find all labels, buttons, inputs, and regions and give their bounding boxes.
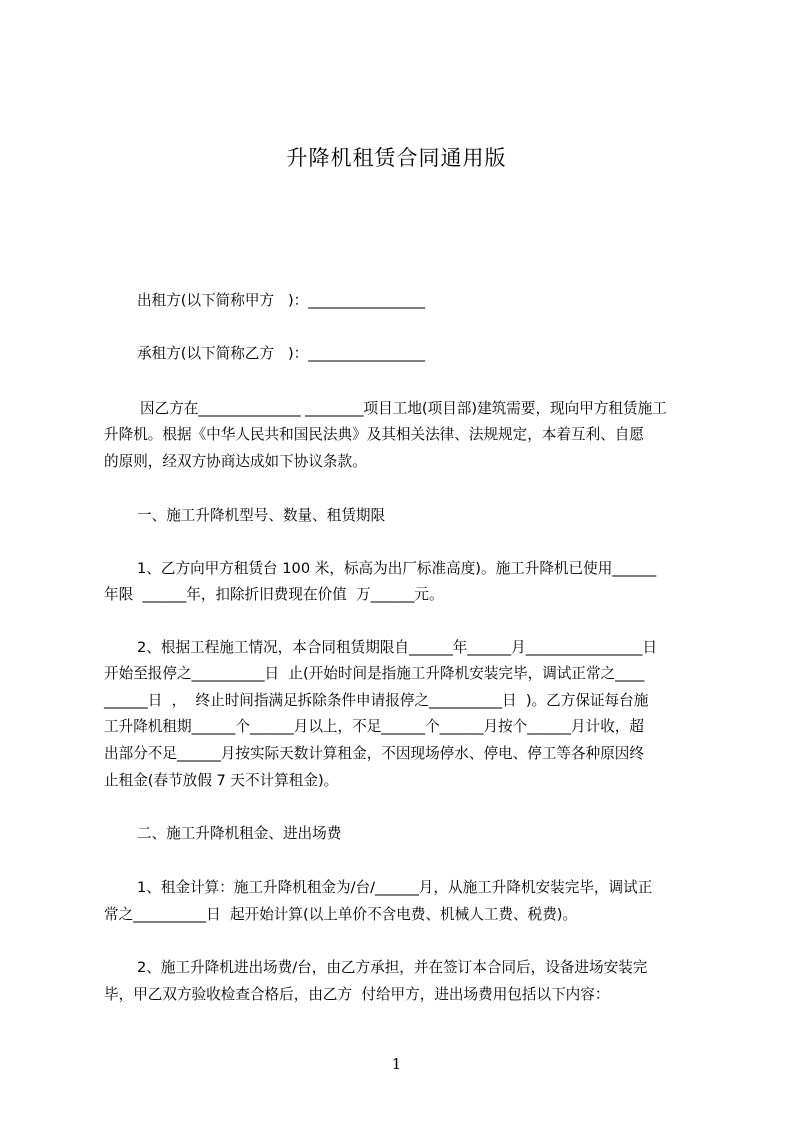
section1-item2-line-2: 开始至报停之__________日 止(开始时间是指施工升降机安装完毕，调试正常之____ (104, 665, 645, 682)
page-number: 1 (391, 1055, 402, 1073)
section2-heading: 二、施工升降机租金、进出场费 (137, 825, 342, 842)
section2-item1-line-1: 1、租金计算：施工升降机租金为/台/______月，从施工升降机安装完毕，调试正 (137, 879, 653, 896)
section1-heading: 一、施工升降机型号、数量、租赁期限 (137, 507, 386, 524)
intro-line-2: 升降机。根据《中华人民共和国民法典》及其相关法律、法规规定，本着互利、自愿 (104, 426, 644, 443)
lessee-line: 承租方(以下简称乙方 )：________________ (137, 345, 425, 362)
section2-item1-line-2: 常之__________日 起开始计算(以上单价不含电费、机械人工费、税费)。 (104, 906, 578, 923)
section2-item2-line-2: 毕，甲乙双方验收检查合格后，由乙方 付给甲方，进出场费用包括以下内容： (104, 986, 610, 1003)
section1-item2-line-6: 止租金(春节放假 7 天不计算租金)。 (104, 772, 339, 789)
section1-item2-line-5: 出部分不足______月按实际天数计算租金，不因现场停水、停电、停工等各种原因终 (104, 745, 644, 762)
intro-line-3: 的原则，经双方协商达成如下协议条款。 (104, 453, 367, 470)
section1-item2-line-3: ______日 ， 终止时间指满足拆除条件申请报停之__________日 )。乙方保证每台施 (104, 692, 649, 709)
section1-item2-line-4: 工升降机租期______个______月以上，不足______个______月按个______月计收，超 (104, 718, 644, 735)
document-title: 升降机租赁合同通用版 (286, 146, 507, 170)
section2-item2-line-1: 2、施工升降机进出场费/台，由乙方承担，并在签订本合同后，设备进场安装完 (137, 959, 648, 976)
intro-line-1: 因乙方在______________ ________项目工地(项目部)建筑需要，现向甲方租赁施工 (140, 400, 667, 417)
section1-item2-line-1: 2、根据工程施工情况，本合同租赁期限自______年______月________________日 (137, 639, 658, 656)
lessor-line: 出租方(以下简称甲方 )：________________ (137, 292, 425, 309)
section1-item1-line-2: 年限 ______年，扣除折旧费现在价值 万______元。 (104, 586, 444, 603)
section1-item1-line-1: 1、乙方向甲方租赁台 100 米，标高为出厂标准高度)。施工升降机已使用______ (137, 560, 657, 577)
